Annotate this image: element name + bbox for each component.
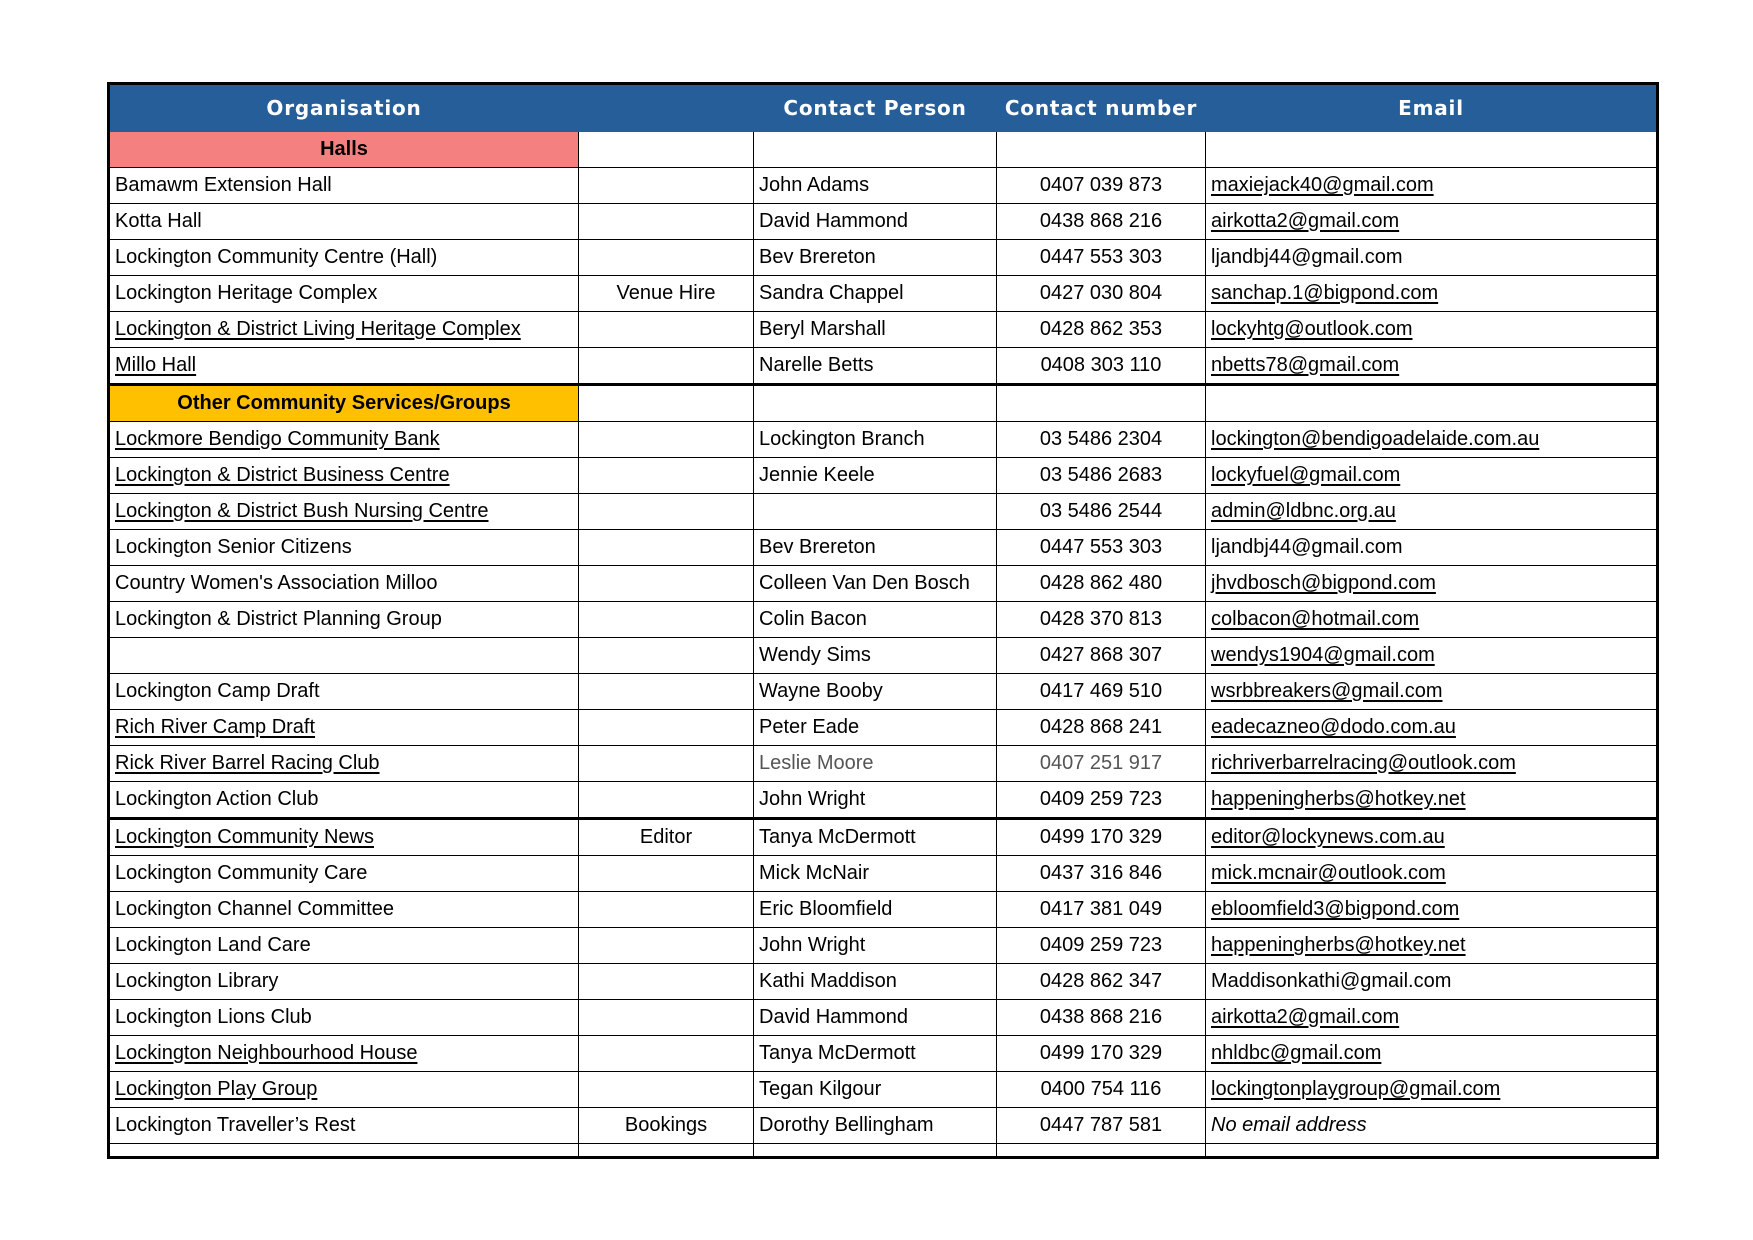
table-row [109, 312, 1658, 348]
org-link[interactable]: Rick River Barrel Racing Club [109, 746, 579, 782]
table-row [109, 856, 1658, 892]
person-cell: John Adams [754, 168, 997, 204]
org-link[interactable]: Millo Hall [109, 348, 579, 385]
table-row [109, 458, 1658, 494]
person-cell: Beryl Marshall [754, 312, 997, 348]
number-cell: 0438 868 216 [997, 204, 1206, 240]
table-row [109, 710, 1658, 746]
table-row [109, 674, 1658, 710]
table-row [109, 168, 1658, 204]
col-header-contact-number: Contact number [997, 84, 1206, 132]
number-cell: 03 5486 2544 [997, 494, 1206, 530]
note-cell [579, 602, 754, 638]
email-link[interactable]: jhvdbosch@bigpond.com [1206, 566, 1658, 602]
person-cell: Bev Brereton [754, 530, 997, 566]
table-row [109, 964, 1658, 1000]
person-cell: Bev Brereton [754, 240, 997, 276]
note-cell [579, 312, 754, 348]
email-link[interactable]: nhldbc@gmail.com [1206, 1036, 1658, 1072]
person-cell: Tanya McDermott [754, 1036, 997, 1072]
note-cell [579, 566, 754, 602]
person-cell [754, 494, 997, 530]
number-cell: 0428 862 480 [997, 566, 1206, 602]
table-row [109, 276, 1658, 312]
note-cell [579, 964, 754, 1000]
email-link[interactable]: admin@ldbnc.org.au [1206, 494, 1658, 530]
note-cell: Bookings [579, 1108, 754, 1144]
org-cell: Lockington Land Care [109, 928, 579, 964]
number-cell: 0417 381 049 [997, 892, 1206, 928]
org-link[interactable]: Lockington & District Bush Nursing Centre [109, 494, 579, 530]
org-link[interactable]: Lockington Neighbourhood House [109, 1036, 579, 1072]
table-row [109, 348, 1658, 385]
number-cell: 0499 170 329 [997, 819, 1206, 856]
table-row [109, 530, 1658, 566]
org-cell: Lockington Channel Committee [109, 892, 579, 928]
number-cell: 0447 553 303 [997, 240, 1206, 276]
section-label-halls: Halls [109, 132, 579, 168]
note-cell [579, 1072, 754, 1108]
org-cell: Bamawm Extension Hall [109, 168, 579, 204]
person-cell: John Wright [754, 928, 997, 964]
email-link[interactable]: eadecazneo@dodo.com.au [1206, 710, 1658, 746]
email-link[interactable]: wendys1904@gmail.com [1206, 638, 1658, 674]
email-link[interactable]: maxiejack40@gmail.com [1206, 168, 1658, 204]
email-link[interactable]: ebloomfield3@bigpond.com [1206, 892, 1658, 928]
note-cell [579, 458, 754, 494]
person-cell: Wayne Booby [754, 674, 997, 710]
note-cell [579, 1036, 754, 1072]
email-link[interactable]: lockington@bendigoadelaide.com.au [1206, 422, 1658, 458]
number-cell: 0407 251 917 [997, 746, 1206, 782]
person-cell: Tanya McDermott [754, 819, 997, 856]
number-cell: 0427 868 307 [997, 638, 1206, 674]
person-cell: Tegan Kilgour [754, 1072, 997, 1108]
number-cell: 0438 868 216 [997, 1000, 1206, 1036]
number-cell: 0409 259 723 [997, 782, 1206, 819]
email-link[interactable]: happeningherbs@hotkey.net [1206, 782, 1658, 819]
person-cell: Jennie Keele [754, 458, 997, 494]
org-cell: Lockington Community Care [109, 856, 579, 892]
org-cell: Lockington Heritage Complex [109, 276, 579, 312]
email-link[interactable]: colbacon@hotmail.com [1206, 602, 1658, 638]
number-cell: 0428 868 241 [997, 710, 1206, 746]
note-cell [579, 892, 754, 928]
note-cell [579, 928, 754, 964]
org-link[interactable]: Lockmore Bendigo Community Bank [109, 422, 579, 458]
number-cell: 0400 754 116 [997, 1072, 1206, 1108]
number-cell: 0417 469 510 [997, 674, 1206, 710]
col-header-contact-person: Contact Person [754, 84, 997, 132]
email-link[interactable]: airkotta2@gmail.com [1206, 204, 1658, 240]
contact-directory-table [107, 82, 1659, 1159]
org-cell: Lockington Library [109, 964, 579, 1000]
email-link[interactable]: airkotta2@gmail.com [1206, 1000, 1658, 1036]
note-cell [579, 494, 754, 530]
note-cell [579, 530, 754, 566]
note-cell: Editor [579, 819, 754, 856]
email-link[interactable]: lockingtonplaygroup@gmail.com [1206, 1072, 1658, 1108]
number-cell: 0407 039 873 [997, 168, 1206, 204]
person-cell: John Wright [754, 782, 997, 819]
number-cell: 0427 030 804 [997, 276, 1206, 312]
email-link[interactable]: editor@lockynews.com.au [1206, 819, 1658, 856]
org-link[interactable]: Lockington & District Business Centre [109, 458, 579, 494]
table-row [109, 422, 1658, 458]
number-cell: 0447 553 303 [997, 530, 1206, 566]
table-row [109, 928, 1658, 964]
org-link[interactable]: Lockington Play Group [109, 1072, 579, 1108]
section-row-halls [109, 132, 1658, 168]
org-cell [109, 638, 579, 674]
org-cell: Lockington Community Centre (Hall) [109, 240, 579, 276]
note-cell [579, 348, 754, 385]
note-cell [579, 746, 754, 782]
number-cell: 0499 170 329 [997, 1036, 1206, 1072]
note-cell [579, 1000, 754, 1036]
section-row-other [109, 385, 1658, 422]
number-cell: 03 5486 2304 [997, 422, 1206, 458]
table-row [109, 782, 1658, 819]
col-header-email: Email [1206, 84, 1658, 132]
table-row [109, 746, 1658, 782]
header-row [109, 84, 1658, 132]
email-cell: ljandbj44@gmail.com [1206, 530, 1658, 566]
note-cell [579, 422, 754, 458]
org-cell: Lockington Lions Club [109, 1000, 579, 1036]
email-cell: ljandbj44@gmail.com [1206, 240, 1658, 276]
number-cell: 0409 259 723 [997, 928, 1206, 964]
number-cell: 0428 862 347 [997, 964, 1206, 1000]
table-row [109, 240, 1658, 276]
number-cell: 0428 370 813 [997, 602, 1206, 638]
note-cell [579, 168, 754, 204]
table-row-empty [109, 1144, 1658, 1158]
table-row [109, 1036, 1658, 1072]
org-cell: Lockington & District Planning Group [109, 602, 579, 638]
number-cell: 0408 303 110 [997, 348, 1206, 385]
table-row [109, 1108, 1658, 1144]
org-link[interactable]: Rich River Camp Draft [109, 710, 579, 746]
table-row [109, 1072, 1658, 1108]
number-cell: 0437 316 846 [997, 856, 1206, 892]
note-cell [579, 782, 754, 819]
number-cell: 0428 862 353 [997, 312, 1206, 348]
person-cell: Kathi Maddison [754, 964, 997, 1000]
col-header-organisation: Organisation [109, 84, 579, 132]
note-cell [579, 638, 754, 674]
number-cell: 03 5486 2683 [997, 458, 1206, 494]
email-cell: No email address [1206, 1108, 1658, 1144]
note-cell: Venue Hire [579, 276, 754, 312]
email-link[interactable]: wsrbbreakers@gmail.com [1206, 674, 1658, 710]
table-row [109, 892, 1658, 928]
person-cell: Eric Bloomfield [754, 892, 997, 928]
email-link[interactable]: richriverbarrelracing@outlook.com [1206, 746, 1658, 782]
section-label-other: Other Community Services/Groups [109, 385, 579, 422]
person-cell: David Hammond [754, 1000, 997, 1036]
email-link[interactable]: lockyhtg@outlook.com [1206, 312, 1658, 348]
person-cell: Peter Eade [754, 710, 997, 746]
number-cell: 0447 787 581 [997, 1108, 1206, 1144]
org-link[interactable]: Lockington Community News [109, 819, 579, 856]
table-row [109, 819, 1658, 856]
email-cell: Maddisonkathi@gmail.com [1206, 964, 1658, 1000]
person-cell: Narelle Betts [754, 348, 997, 385]
note-cell [579, 856, 754, 892]
person-cell: Leslie Moore [754, 746, 997, 782]
person-cell: Lockington Branch [754, 422, 997, 458]
email-link[interactable]: lockyfuel@gmail.com [1206, 458, 1658, 494]
person-cell: Colin Bacon [754, 602, 997, 638]
email-link[interactable]: mick.mcnair@outlook.com [1206, 856, 1658, 892]
person-cell: Dorothy Bellingham [754, 1108, 997, 1144]
org-cell: Lockington Camp Draft [109, 674, 579, 710]
org-link[interactable]: Lockington & District Living Heritage Complex [109, 312, 579, 348]
email-link[interactable]: happeningherbs@hotkey.net [1206, 928, 1658, 964]
org-cell: Lockington Senior Citizens [109, 530, 579, 566]
table-row [109, 494, 1658, 530]
org-cell: Country Women's Association Milloo [109, 566, 579, 602]
col-header-note [579, 84, 754, 132]
org-cell: Lockington Traveller’s Rest [109, 1108, 579, 1144]
person-cell: Mick McNair [754, 856, 997, 892]
note-cell [579, 240, 754, 276]
email-link[interactable]: sanchap.1@bigpond.com [1206, 276, 1658, 312]
person-cell: Sandra Chappel [754, 276, 997, 312]
note-cell [579, 674, 754, 710]
table-row [109, 638, 1658, 674]
org-cell: Lockington Action Club [109, 782, 579, 819]
table-row [109, 1000, 1658, 1036]
org-cell: Kotta Hall [109, 204, 579, 240]
person-cell: Wendy Sims [754, 638, 997, 674]
note-cell [579, 710, 754, 746]
person-cell: Colleen Van Den Bosch [754, 566, 997, 602]
table-row [109, 204, 1658, 240]
person-cell: David Hammond [754, 204, 997, 240]
table-row [109, 566, 1658, 602]
table-row [109, 602, 1658, 638]
note-cell [579, 204, 754, 240]
email-link[interactable]: nbetts78@gmail.com [1206, 348, 1658, 385]
